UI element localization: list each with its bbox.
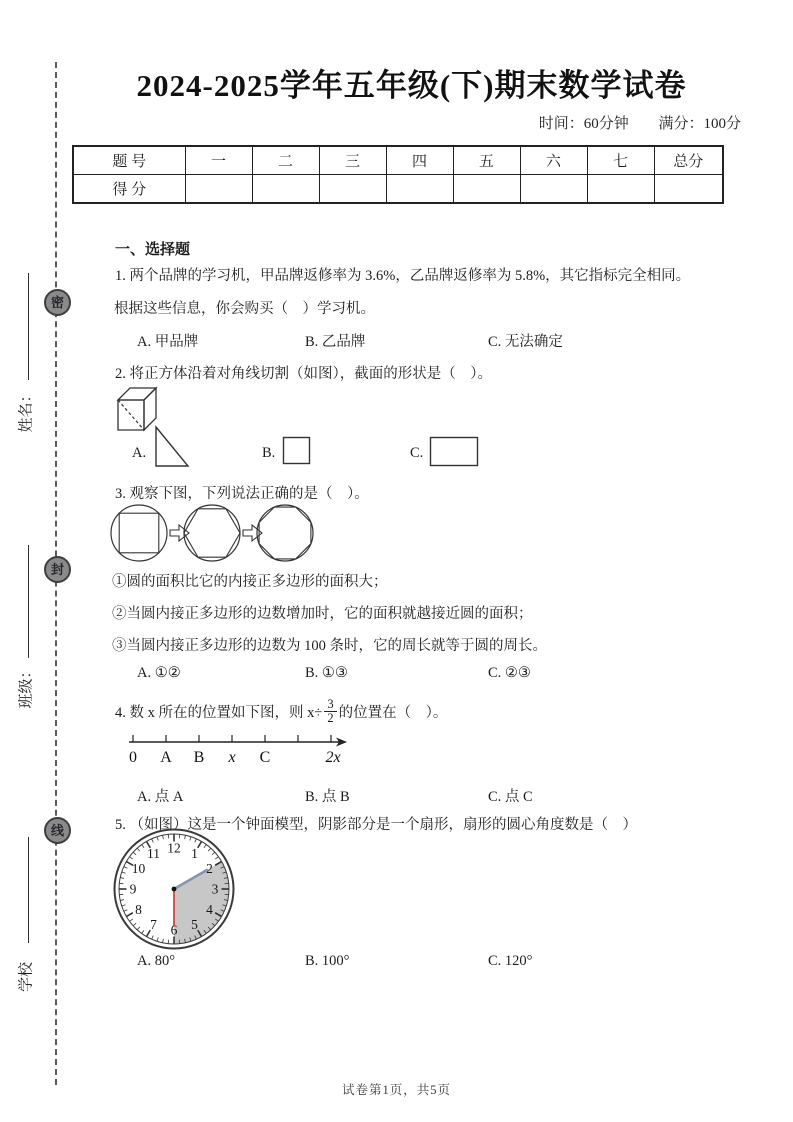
axis-label-2x: 2x: [325, 749, 341, 766]
q1-option-a: A. 甲品牌: [137, 334, 199, 350]
page-footer: 试卷第1页，共5页: [341, 1083, 451, 1097]
q2-option-a-label: A.: [132, 445, 147, 461]
axis-label-x: x: [228, 749, 236, 766]
header-cell: 四: [386, 146, 453, 175]
q3-option-a: A. ①②: [137, 665, 181, 681]
axis-label-b: B: [193, 749, 205, 766]
school-blank-line: [28, 837, 29, 943]
q3-option-b: B. ①③: [305, 665, 348, 681]
clock-number: 4: [206, 902, 213, 917]
q4-option-b: B. 点 B: [305, 789, 350, 805]
clock-number: 11: [147, 846, 160, 861]
q4-option-a: A. 点 A: [137, 789, 184, 805]
rectangle-option-figure: [429, 436, 479, 467]
triangle-option-figure: [153, 425, 191, 469]
q3-option-c: C. ②③: [488, 665, 531, 681]
clock-number: 8: [135, 902, 142, 917]
score-cell-empty: [453, 175, 520, 204]
header-cell: 二: [252, 146, 319, 175]
clock-number: 7: [150, 917, 157, 932]
q2-option-c-label: C.: [410, 445, 424, 461]
q1-option-b: B. 乙品牌: [305, 334, 366, 350]
score-row-label: 得 分: [73, 175, 185, 204]
header-cell: 题 号: [73, 146, 185, 175]
q3-statement-2: ②当圆内接正多边形的边数增加时，它的面积就越接近圆的面积；: [112, 606, 533, 622]
header-cell: 一: [185, 146, 252, 175]
score-table: [72, 145, 724, 204]
number-line-figure: [125, 728, 360, 770]
exam-meta: [539, 112, 741, 133]
square-option-figure: [282, 436, 311, 465]
header-cell: 总分: [654, 146, 723, 175]
clock-number: 2: [206, 861, 213, 876]
q5-option-a: A. 80°: [137, 953, 176, 969]
seal-stamp-xian: 线: [44, 817, 71, 844]
q2-option-b-label: B.: [262, 445, 276, 461]
q1-option-c: C. 无法确定: [488, 334, 563, 350]
q4-fraction: [324, 698, 336, 725]
axis-label-c: C: [259, 749, 271, 766]
q1-text-line1: 1. 两个品牌的学习机，甲品牌返修率为 3.6%，乙品牌返修率为 5.8%，其它指标完全相同。: [115, 268, 691, 284]
q4-text-prefix: 4. 数 x 所在的位置如下图，则 x÷: [115, 704, 323, 721]
clock-number: 1: [191, 846, 198, 861]
class-label: 班级：: [18, 663, 35, 709]
clock-number: 12: [167, 840, 181, 856]
clock-number: 3: [211, 881, 219, 897]
clock-figure: [112, 827, 236, 951]
page-title: 2024-2025学年五年级(下)期末数学试卷: [136, 68, 687, 103]
section-heading: 一、选择题: [115, 242, 191, 258]
class-blank-line: [28, 545, 29, 658]
q2-text: 2. 将正方体沿着对角线切割（如图），截面的形状是（ ）。: [115, 366, 492, 382]
q3-text: 3. 观察下图，下列说法正确的是（ ）。: [115, 486, 369, 502]
q5-option-c: C. 120°: [488, 953, 533, 969]
fraction-numerator: 3: [324, 698, 336, 712]
q3-statement-1: ①圆的面积比它的内接正多边形的面积大；: [112, 574, 388, 590]
name-blank-line: [28, 273, 29, 380]
q4-text-suffix: 的位置在（ ）。: [338, 704, 448, 721]
score-cell-empty: [654, 175, 723, 204]
header-cell: 三: [319, 146, 386, 175]
full-score-label: 满分：100分: [658, 116, 741, 132]
inscribed-polygons-figure: [110, 502, 320, 564]
clock-number: 10: [131, 861, 146, 876]
time-label: 时间：60分钟: [538, 116, 629, 132]
seal-stamp-feng: 封: [44, 556, 71, 583]
score-table-score-row: [73, 175, 723, 204]
score-cell-empty: [252, 175, 319, 204]
school-label: 学校: [18, 961, 35, 993]
clock-number: 6: [170, 922, 178, 938]
name-label: 姓名：: [18, 387, 35, 433]
score-cell-empty: [319, 175, 386, 204]
score-cell-empty: [587, 175, 654, 204]
seal-stamp-mi: 密: [44, 289, 71, 316]
header-cell: 五: [453, 146, 520, 175]
q1-text-line2: 根据这些信息，你会购买（ ）学习机。: [114, 301, 375, 317]
q3-statement-3: ③当圆内接正多边形的边数为 100 条时，它的周长就等于圆的周长。: [112, 638, 547, 654]
header-cell: 六: [520, 146, 587, 175]
score-table-header-row: [73, 146, 723, 175]
score-cell-empty: [185, 175, 252, 204]
q4-option-c: C. 点 C: [488, 789, 533, 805]
q5-text: 5. （如图）这是一个钟面模型，阴影部分是一个扇形，扇形的圆心角度数是（ ）: [115, 817, 637, 833]
axis-label-0: 0: [129, 749, 137, 766]
header-cell: 七: [587, 146, 654, 175]
fraction-denominator: 2: [327, 711, 334, 726]
score-cell-empty: [520, 175, 587, 204]
clock-number: 5: [191, 917, 198, 932]
axis-label-a: A: [160, 749, 172, 766]
score-cell-empty: [386, 175, 453, 204]
clock-number: 9: [129, 881, 137, 897]
q4-text: [115, 697, 448, 727]
clock-center-dot: [172, 887, 177, 892]
q5-option-b: B. 100°: [305, 953, 350, 969]
